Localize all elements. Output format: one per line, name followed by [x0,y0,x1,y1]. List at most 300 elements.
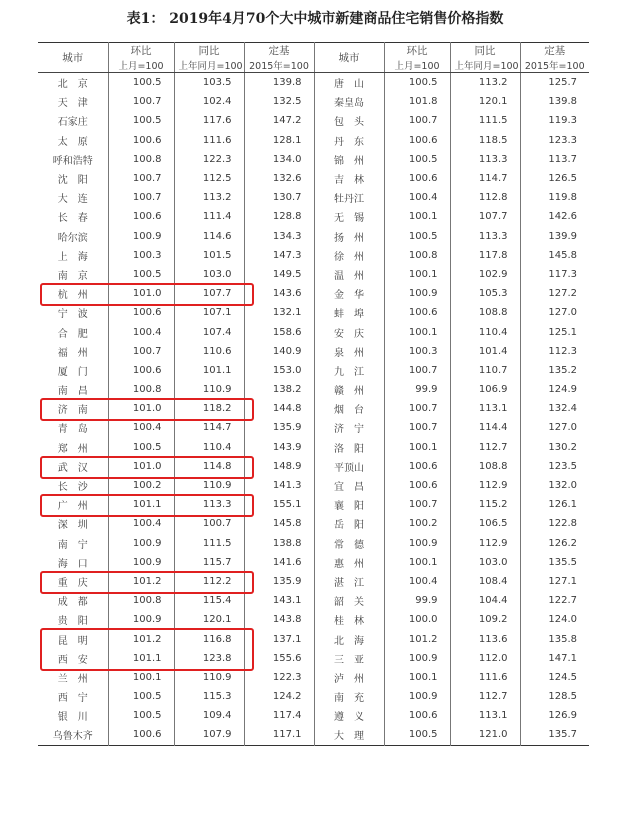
mom-cell-right: 100.4 [384,188,450,207]
table-row [38,322,589,341]
table-row [38,668,589,687]
city-cell-right: 惠 州 [314,553,384,572]
mom-cell-left: 100.8 [108,150,174,169]
city-cell-left: 武 汉 [57,462,88,474]
yoy-cell-left: 112.2 [174,572,244,591]
city-cell-right: 遵 义 [314,706,384,725]
subheader-yoy-left: 上年同月=100 [174,58,244,73]
city-cell-right: 大 理 [314,725,384,745]
mom-cell-left: 100.5 [108,265,174,284]
mom-cell-left: 100.1 [108,668,174,687]
yoy-cell-left: 114.8 [174,457,244,476]
mom-cell-right: 100.1 [384,207,450,226]
subheader-mom-right: 上月=100 [384,58,450,73]
base-cell-right: 135.2 [520,361,589,380]
base-cell-left: 139.8 [244,73,314,93]
city-cell-right: 常 德 [314,534,384,553]
mom-cell-left: 100.7 [108,342,174,361]
table-row [38,92,589,111]
yoy-cell-left: 111.6 [174,131,244,150]
yoy-cell-left: 111.4 [174,207,244,226]
city-cell-right: 丹 东 [314,131,384,150]
city-cell-right: 韶 关 [314,591,384,610]
city-cell-right: 包 头 [314,111,384,130]
mom-cell-right: 100.1 [384,265,450,284]
header-mom-right: 环比 [384,43,450,59]
yoy-cell-right: 117.8 [450,246,520,265]
base-cell-left: 141.6 [244,553,314,572]
base-cell-right: 124.5 [520,668,589,687]
city-cell-left: 南 京 [57,270,88,282]
city-cell-left: 郑 州 [57,443,88,455]
yoy-cell-left: 115.4 [174,591,244,610]
city-cell-left: 太 原 [57,136,88,148]
base-cell-left: 122.3 [244,668,314,687]
base-cell-right: 124.0 [520,610,589,629]
base-cell-left: 132.6 [244,169,314,188]
table-row [38,495,589,514]
yoy-cell-left: 114.6 [174,227,244,246]
table-row [38,649,589,668]
city-cell-right: 无 锡 [314,207,384,226]
mom-cell-left: 100.6 [108,207,174,226]
city-cell-right: 宜 昌 [314,476,384,495]
yoy-cell-right: 111.5 [450,111,520,130]
city-cell-right: 赣 州 [314,380,384,399]
base-cell-left: 143.1 [244,591,314,610]
mom-cell-left: 100.9 [108,534,174,553]
base-cell-left: 137.1 [244,629,314,648]
table-row [38,514,589,533]
base-cell-left: 141.3 [244,476,314,495]
mom-cell-right: 100.5 [384,73,450,93]
base-cell-left: 138.8 [244,534,314,553]
mom-cell-right: 100.6 [384,457,450,476]
table-body [38,73,589,746]
base-cell-right: 135.8 [520,629,589,648]
city-cell-left: 呼和浩特 [52,155,93,167]
mom-cell-left: 100.5 [108,687,174,706]
header-city-right: 城市 [314,43,384,73]
base-cell-right: 127.1 [520,572,589,591]
table-row [38,380,589,399]
table-row [38,169,589,188]
yoy-cell-left: 113.2 [174,188,244,207]
base-cell-left: 117.1 [244,725,314,745]
city-cell-left: 大 连 [57,194,88,206]
mom-cell-right: 99.9 [384,591,450,610]
mom-cell-left: 100.9 [108,610,174,629]
mom-cell-right: 100.8 [384,246,450,265]
yoy-cell-left: 110.4 [174,438,244,457]
mom-cell-right: 100.3 [384,342,450,361]
mom-cell-right: 100.9 [384,649,450,668]
base-cell-right: 124.9 [520,380,589,399]
mom-cell-left: 100.8 [108,380,174,399]
city-cell-left: 西 宁 [57,693,88,705]
table-row [38,725,589,745]
yoy-cell-right: 112.8 [450,188,520,207]
subheader-yoy-right: 上年同月=100 [450,58,520,73]
table-row [38,418,589,437]
mom-cell-left: 100.4 [108,322,174,341]
yoy-cell-right: 113.2 [450,73,520,93]
base-cell-right: 132.0 [520,476,589,495]
yoy-cell-right: 102.9 [450,265,520,284]
city-cell-left: 宁 波 [57,309,88,321]
table-row [38,438,589,457]
city-cell-left: 沈 阳 [57,175,88,187]
yoy-cell-left: 101.5 [174,246,244,265]
yoy-cell-right: 114.4 [450,418,520,437]
mom-cell-right: 100.7 [384,399,450,418]
yoy-cell-right: 101.4 [450,342,520,361]
mom-cell-left: 100.9 [108,553,174,572]
city-cell-left: 合 肥 [57,328,88,340]
yoy-cell-right: 108.8 [450,303,520,322]
yoy-cell-right: 107.7 [450,207,520,226]
base-cell-right: 139.8 [520,92,589,111]
city-cell-left: 长 春 [57,213,88,225]
base-cell-right: 126.9 [520,706,589,725]
base-cell-right: 127.0 [520,418,589,437]
mom-cell-left: 101.0 [108,457,174,476]
mom-cell-right: 100.0 [384,610,450,629]
base-cell-right: 126.2 [520,534,589,553]
mom-cell-left: 100.6 [108,725,174,745]
yoy-cell-left: 110.9 [174,380,244,399]
yoy-cell-right: 106.9 [450,380,520,399]
base-cell-left: 117.4 [244,706,314,725]
table-row [38,73,589,93]
mom-cell-right: 100.5 [384,227,450,246]
yoy-cell-right: 112.9 [450,476,520,495]
yoy-cell-left: 107.4 [174,322,244,341]
table-row [38,457,589,476]
base-cell-right: 117.3 [520,265,589,284]
yoy-cell-right: 112.7 [450,687,520,706]
table-row [38,572,589,591]
mom-cell-right: 100.6 [384,131,450,150]
yoy-cell-left: 123.8 [174,649,244,668]
table-title: 表1： 2019年4月70个大中城市新建商品住宅销售价格指数 [126,11,504,27]
mom-cell-left: 100.2 [108,476,174,495]
yoy-cell-right: 113.3 [450,150,520,169]
mom-cell-right: 100.9 [384,284,450,303]
base-cell-right: 125.7 [520,73,589,93]
base-cell-left: 155.1 [244,495,314,514]
base-cell-right: 122.7 [520,591,589,610]
header-base-left: 定基 [244,43,314,59]
table-row [38,111,589,130]
table-row [38,265,589,284]
table-row [38,534,589,553]
yoy-cell-left: 109.4 [174,706,244,725]
base-cell-left: 145.8 [244,514,314,533]
base-cell-left: 132.1 [244,303,314,322]
yoy-cell-right: 105.3 [450,284,520,303]
table-row [38,591,589,610]
city-cell-left: 兰 州 [57,673,88,685]
mom-cell-left: 100.5 [108,111,174,130]
yoy-cell-left: 122.3 [174,150,244,169]
yoy-cell-left: 110.9 [174,668,244,687]
mom-cell-left: 101.0 [108,284,174,303]
table-row [38,188,589,207]
yoy-cell-right: 111.6 [450,668,520,687]
base-cell-right: 135.5 [520,553,589,572]
city-cell-left: 深 圳 [57,520,88,532]
yoy-cell-right: 120.1 [450,92,520,111]
mom-cell-right: 100.2 [384,514,450,533]
city-cell-right: 岳 阳 [314,514,384,533]
mom-cell-right: 100.4 [384,572,450,591]
yoy-cell-left: 107.9 [174,725,244,745]
city-cell-left: 西 安 [57,654,88,666]
base-cell-left: 153.0 [244,361,314,380]
city-cell-right: 锦 州 [314,150,384,169]
city-cell-left: 海 口 [57,558,88,570]
mom-cell-left: 100.3 [108,246,174,265]
mom-cell-right: 100.7 [384,495,450,514]
mom-cell-left: 100.6 [108,361,174,380]
table-row [38,246,589,265]
base-cell-right: 119.8 [520,188,589,207]
city-cell-left: 青 岛 [57,424,88,436]
base-cell-right: 145.8 [520,246,589,265]
city-cell-left: 济 南 [57,405,88,417]
mom-cell-left: 101.0 [108,399,174,418]
mom-cell-left: 101.1 [108,495,174,514]
base-cell-left: 147.3 [244,246,314,265]
base-cell-right: 132.4 [520,399,589,418]
city-cell-right: 桂 林 [314,610,384,629]
city-cell-left: 成 都 [57,597,88,609]
base-cell-left: 130.7 [244,188,314,207]
city-cell-left: 昆 明 [57,635,88,647]
table-row [38,610,589,629]
yoy-cell-left: 116.8 [174,629,244,648]
base-cell-right: 147.1 [520,649,589,668]
mom-cell-right: 100.6 [384,169,450,188]
base-cell-left: 124.2 [244,687,314,706]
table-row [38,553,589,572]
mom-cell-right: 100.1 [384,668,450,687]
city-cell-left: 杭 州 [57,290,88,302]
city-cell-right: 唐 山 [314,73,384,93]
table-row [38,629,589,648]
mom-cell-left: 100.5 [108,438,174,457]
mom-cell-right: 100.1 [384,553,450,572]
base-cell-left: 135.9 [244,572,314,591]
mom-cell-right: 100.9 [384,534,450,553]
table-row [38,342,589,361]
mom-cell-left: 101.1 [108,649,174,668]
yoy-cell-left: 110.6 [174,342,244,361]
yoy-cell-right: 106.5 [450,514,520,533]
yoy-cell-left: 117.6 [174,111,244,130]
table-row [38,361,589,380]
base-cell-right: 112.3 [520,342,589,361]
yoy-cell-right: 113.3 [450,227,520,246]
subheader-mom-left: 上月=100 [108,58,174,73]
base-cell-right: 128.5 [520,687,589,706]
yoy-cell-right: 112.0 [450,649,520,668]
table-row [38,399,589,418]
base-cell-left: 148.9 [244,457,314,476]
city-cell-left: 上 海 [57,251,88,263]
yoy-cell-right: 113.1 [450,706,520,725]
table-row [38,706,589,725]
base-cell-right: 126.5 [520,169,589,188]
base-cell-right: 122.8 [520,514,589,533]
city-cell-left: 重 庆 [57,577,88,589]
mom-cell-right: 100.5 [384,725,450,745]
base-cell-left: 138.2 [244,380,314,399]
mom-cell-right: 100.7 [384,418,450,437]
base-cell-right: 130.2 [520,438,589,457]
city-cell-right: 秦皇岛 [314,92,384,111]
table-row [38,150,589,169]
city-cell-right: 泉 州 [314,342,384,361]
city-cell-left: 天 津 [57,98,88,110]
yoy-cell-left: 101.1 [174,361,244,380]
header-yoy-left: 同比 [174,43,244,59]
mom-cell-right: 100.6 [384,476,450,495]
base-cell-right: 139.9 [520,227,589,246]
yoy-cell-right: 110.7 [450,361,520,380]
yoy-cell-left: 113.3 [174,495,244,514]
mom-cell-right: 99.9 [384,380,450,399]
city-cell-left: 贵 阳 [57,616,88,628]
city-cell-right: 襄 阳 [314,495,384,514]
base-cell-right: 125.1 [520,322,589,341]
yoy-cell-left: 115.3 [174,687,244,706]
yoy-cell-left: 111.5 [174,534,244,553]
header-base-right: 定基 [520,43,589,59]
city-cell-right: 安 庆 [314,322,384,341]
mom-cell-left: 101.2 [108,572,174,591]
city-cell-left: 北 京 [57,79,88,91]
yoy-cell-right: 109.2 [450,610,520,629]
mom-cell-left: 100.7 [108,188,174,207]
mom-cell-right: 101.2 [384,629,450,648]
city-cell-right: 扬 州 [314,227,384,246]
yoy-cell-left: 107.1 [174,303,244,322]
base-cell-right: 127.2 [520,284,589,303]
yoy-cell-right: 114.7 [450,169,520,188]
mom-cell-right: 100.7 [384,111,450,130]
base-cell-left: 143.8 [244,610,314,629]
base-cell-left: 135.9 [244,418,314,437]
yoy-cell-left: 114.7 [174,418,244,437]
yoy-cell-left: 112.5 [174,169,244,188]
city-cell-right: 徐 州 [314,246,384,265]
header-yoy-right: 同比 [450,43,520,59]
base-cell-left: 140.9 [244,342,314,361]
city-cell-right: 牡丹江 [314,188,384,207]
city-cell-right: 洛 阳 [314,438,384,457]
yoy-cell-right: 103.0 [450,553,520,572]
base-cell-right: 123.5 [520,457,589,476]
base-cell-right: 135.7 [520,725,589,745]
mom-cell-left: 100.5 [108,706,174,725]
table-row [38,207,589,226]
yoy-cell-right: 118.5 [450,131,520,150]
mom-cell-left: 100.6 [108,131,174,150]
city-cell-left: 福 州 [57,347,88,359]
yoy-cell-right: 110.4 [450,322,520,341]
yoy-cell-left: 102.4 [174,92,244,111]
city-cell-right: 北 海 [314,629,384,648]
base-cell-right: 113.7 [520,150,589,169]
base-cell-left: 134.0 [244,150,314,169]
mom-cell-left: 100.8 [108,591,174,610]
city-cell-right: 吉 林 [314,169,384,188]
city-cell-right: 金 华 [314,284,384,303]
mom-cell-right: 101.8 [384,92,450,111]
yoy-cell-right: 108.8 [450,457,520,476]
mom-cell-left: 101.2 [108,629,174,648]
base-cell-left: 147.2 [244,111,314,130]
yoy-cell-right: 108.4 [450,572,520,591]
yoy-cell-left: 115.7 [174,553,244,572]
base-cell-left: 149.5 [244,265,314,284]
mom-cell-right: 100.9 [384,687,450,706]
yoy-cell-left: 110.9 [174,476,244,495]
city-cell-left: 广 州 [57,501,88,513]
city-cell-right: 烟 台 [314,399,384,418]
mom-cell-left: 100.6 [108,303,174,322]
base-cell-left: 128.1 [244,131,314,150]
city-cell-left: 南 昌 [57,386,88,398]
city-cell-right: 温 州 [314,265,384,284]
mom-cell-left: 100.9 [108,227,174,246]
table-row [38,284,589,303]
base-cell-right: 126.1 [520,495,589,514]
base-cell-left: 158.6 [244,322,314,341]
mom-cell-left: 100.5 [108,73,174,93]
yoy-cell-left: 103.5 [174,73,244,93]
city-cell-left: 长 沙 [57,482,88,494]
city-cell-left: 南 宁 [57,539,88,551]
city-cell-right: 九 江 [314,361,384,380]
yoy-cell-right: 121.0 [450,725,520,745]
yoy-cell-left: 120.1 [174,610,244,629]
base-cell-right: 142.6 [520,207,589,226]
yoy-cell-right: 112.9 [450,534,520,553]
subheader-base-left: 2015年=100 [244,58,314,73]
city-cell-left: 厦 门 [57,366,88,378]
base-cell-left: 143.6 [244,284,314,303]
mom-cell-right: 100.6 [384,303,450,322]
base-cell-right: 127.0 [520,303,589,322]
base-cell-left: 144.8 [244,399,314,418]
yoy-cell-right: 112.7 [450,438,520,457]
city-cell-right: 三 亚 [314,649,384,668]
city-cell-left: 哈尔滨 [57,232,88,244]
city-cell-right: 泸 州 [314,668,384,687]
city-cell-left: 乌鲁木齐 [52,731,93,743]
city-cell-right: 平顶山 [314,457,384,476]
mom-cell-left: 100.4 [108,418,174,437]
table-row [38,227,589,246]
mom-cell-right: 100.5 [384,150,450,169]
base-cell-left: 143.9 [244,438,314,457]
base-cell-left: 155.6 [244,649,314,668]
yoy-cell-right: 113.1 [450,399,520,418]
yoy-cell-right: 115.2 [450,495,520,514]
